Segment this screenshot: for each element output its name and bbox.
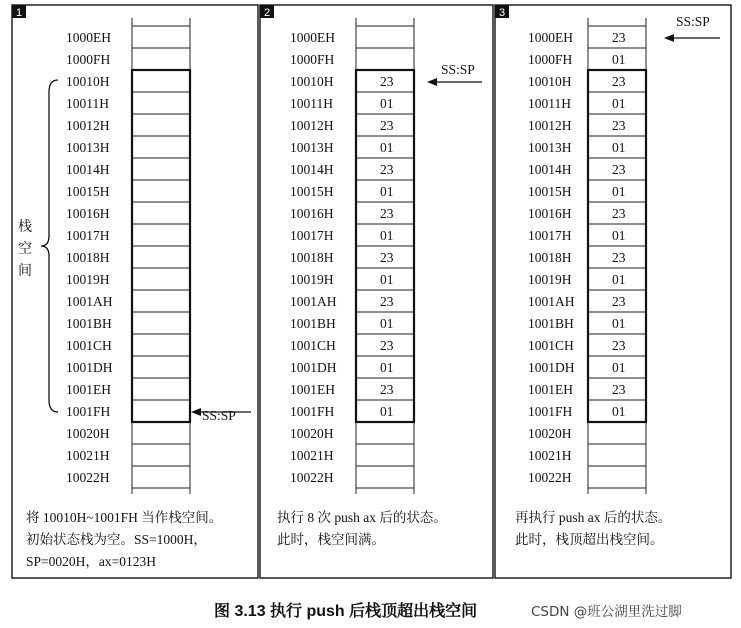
address-label: 10022H: [290, 470, 334, 485]
caption-line: SP=0020H，ax=0123H: [26, 554, 156, 569]
caption-line: 执行 8 次 push ax 后的状态。: [277, 510, 447, 525]
pointer-arrow-head: [664, 34, 674, 42]
memory-cell-value: 23: [380, 162, 394, 177]
address-label: 1001AH: [66, 294, 113, 309]
address-label: 10021H: [290, 448, 334, 463]
address-label: 10019H: [290, 272, 334, 287]
address-label: 10021H: [66, 448, 110, 463]
pointer-label: SS:SP: [676, 14, 710, 29]
panel-3-caption: [515, 507, 671, 551]
memory-cell-value: 01: [380, 140, 394, 155]
address-label: 1001EH: [66, 382, 111, 397]
address-label: 1001DH: [66, 360, 113, 375]
memory-cell-value: 23: [380, 250, 394, 265]
pointer-label: SS:SP: [202, 408, 236, 423]
panel-number: 2: [264, 7, 271, 19]
address-label: 1001EH: [528, 382, 573, 397]
address-label: 10017H: [528, 228, 572, 243]
memory-cell-value: 01: [612, 184, 626, 199]
address-label: 1000EH: [290, 30, 335, 45]
address-label: 10012H: [290, 118, 334, 133]
address-label: 10014H: [528, 162, 572, 177]
panel-frame: [260, 5, 493, 578]
address-label: 1000FH: [290, 52, 335, 67]
address-label: 10017H: [66, 228, 110, 243]
address-label: 10012H: [528, 118, 572, 133]
address-label: 10014H: [66, 162, 110, 177]
stack-space-brace: [41, 80, 58, 412]
address-label: 10011H: [528, 96, 571, 111]
memory-cell-value: 01: [380, 272, 394, 287]
address-label: 10016H: [66, 206, 110, 221]
memory-cell-value: 01: [380, 184, 394, 199]
address-label: 10021H: [528, 448, 572, 463]
address-label: 1000EH: [528, 30, 573, 45]
address-label: 10011H: [290, 96, 333, 111]
pointer-label: SS:SP: [441, 62, 475, 77]
memory-cell-value: 23: [612, 30, 626, 45]
address-label: 10015H: [528, 184, 572, 199]
address-label: 10017H: [290, 228, 334, 243]
address-label: 10010H: [528, 74, 572, 89]
address-label: 10019H: [66, 272, 110, 287]
memory-cell-value: 23: [612, 74, 626, 89]
memory-cell-value: 01: [612, 228, 626, 243]
memory-cell-value: 23: [612, 118, 626, 133]
address-label: 10018H: [528, 250, 572, 265]
address-label: 1001DH: [528, 360, 575, 375]
caption-line: 此时，栈顶超出栈空间。: [515, 532, 664, 547]
address-label: 10016H: [528, 206, 572, 221]
memory-cell-value: 23: [380, 338, 394, 353]
memory-cell-value: 01: [612, 404, 626, 419]
address-label: 10014H: [290, 162, 334, 177]
panel-number: 3: [499, 7, 506, 19]
address-label: 10018H: [66, 250, 110, 265]
stack-space-label: 栈 空 间: [18, 219, 32, 279]
address-label: 10020H: [528, 426, 572, 441]
address-label: 1001DH: [290, 360, 337, 375]
address-label: 1000FH: [528, 52, 573, 67]
address-label: 1001FH: [290, 404, 335, 419]
address-label: 10022H: [66, 470, 110, 485]
address-label: 10019H: [528, 272, 572, 287]
address-label: 1001CH: [290, 338, 336, 353]
memory-cell-value: 01: [612, 140, 626, 155]
panel-number: 1: [16, 7, 23, 19]
address-label: 1001AH: [528, 294, 575, 309]
address-label: 10020H: [66, 426, 110, 441]
address-label: 1001BH: [290, 316, 336, 331]
memory-cell-value: 01: [612, 316, 626, 331]
memory-cell-value: 23: [612, 338, 626, 353]
address-label: 10010H: [290, 74, 334, 89]
memory-cell-value: 01: [612, 52, 626, 67]
address-label: 10012H: [66, 118, 110, 133]
caption-line: 将 10010H~1001FH 当作栈空间。: [26, 510, 223, 525]
address-label: 10010H: [66, 74, 110, 89]
address-label: 1001BH: [528, 316, 574, 331]
address-label: 10016H: [290, 206, 334, 221]
memory-cell-value: 23: [612, 162, 626, 177]
address-label: 1000EH: [66, 30, 111, 45]
address-label: 1001CH: [66, 338, 112, 353]
panel-1-caption: [26, 507, 222, 573]
figure-title: 图 3.13 执行 push 后栈顶超出栈空间: [214, 603, 478, 620]
address-label: 10022H: [528, 470, 572, 485]
memory-cell-value: 01: [380, 404, 394, 419]
memory-cell-value: 23: [380, 74, 394, 89]
pointer-arrow-head: [191, 408, 201, 416]
panel-2: [260, 5, 493, 578]
address-label: 1000FH: [66, 52, 111, 67]
address-label: 10015H: [290, 184, 334, 199]
address-label: 1001FH: [528, 404, 573, 419]
memory-cell-value: 23: [612, 294, 626, 309]
address-label: 10013H: [528, 140, 572, 155]
panel-3: [495, 5, 731, 578]
memory-cell-value: 01: [380, 228, 394, 243]
address-label: 10013H: [290, 140, 334, 155]
memory-cell-value: 01: [612, 96, 626, 111]
memory-cell-value: 01: [380, 316, 394, 331]
caption-line: 此时，栈空间满。: [277, 532, 385, 547]
memory-cell-value: 23: [612, 382, 626, 397]
memory-cell-value: 01: [612, 272, 626, 287]
memory-cell-value: 23: [612, 250, 626, 265]
memory-cell-value: 23: [380, 206, 394, 221]
memory-cell-value: 23: [380, 118, 394, 133]
address-label: 10011H: [66, 96, 109, 111]
address-label: 1001FH: [66, 404, 111, 419]
panel-2-caption: [277, 507, 447, 551]
watermark: CSDN @班公湖里洗过脚: [531, 604, 682, 620]
panel-frame: [495, 5, 731, 578]
caption-line: 初始状态栈为空。SS=1000H，: [26, 532, 207, 547]
address-label: 10020H: [290, 426, 334, 441]
address-label: 10013H: [66, 140, 110, 155]
memory-cell-value: 23: [612, 206, 626, 221]
memory-cell-value: 01: [612, 360, 626, 375]
address-label: 1001BH: [66, 316, 112, 331]
address-label: 1001CH: [528, 338, 574, 353]
address-label: 10015H: [66, 184, 110, 199]
memory-cell-value: 23: [380, 382, 394, 397]
pointer-arrow-head: [427, 78, 437, 86]
address-label: 10018H: [290, 250, 334, 265]
address-label: 1001EH: [290, 382, 335, 397]
memory-cell-value: 01: [380, 96, 394, 111]
memory-cell-value: 23: [380, 294, 394, 309]
address-label: 1001AH: [290, 294, 337, 309]
memory-cell-value: 01: [380, 360, 394, 375]
caption-line: 再执行 push ax 后的状态。: [515, 510, 672, 525]
